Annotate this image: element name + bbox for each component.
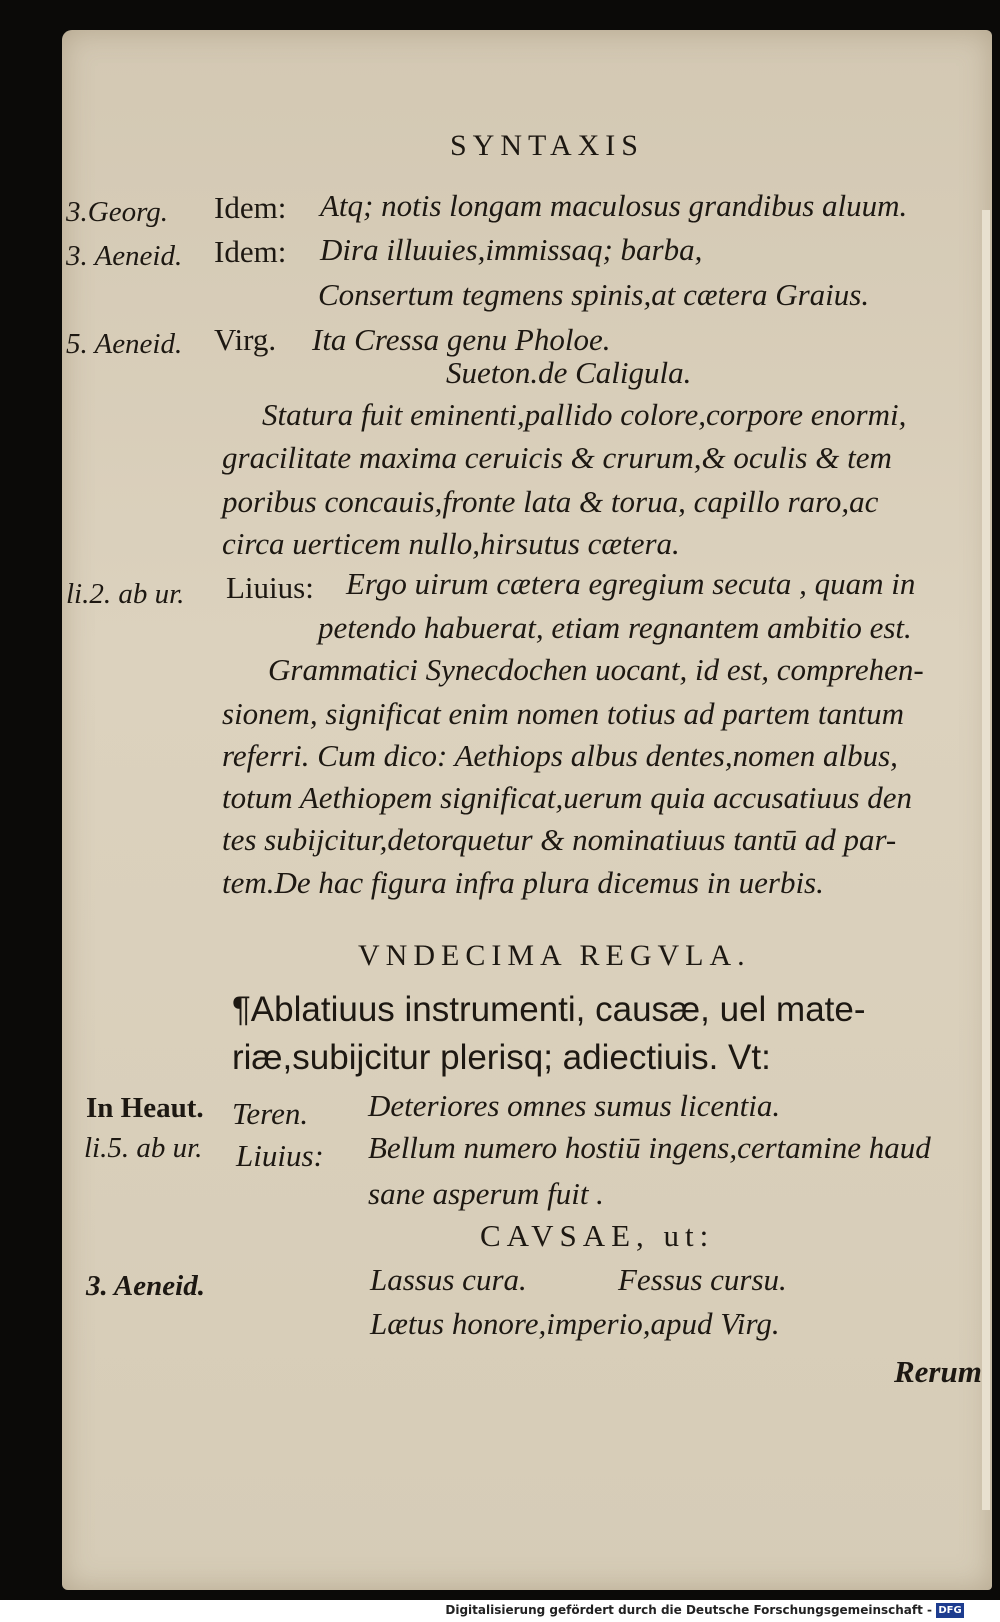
text-line: Lassus cura. — [370, 1262, 527, 1297]
text-line: circa uerticem nullo,hirsutus cætera. — [222, 526, 680, 561]
speaker-label: Teren. — [232, 1096, 309, 1131]
speaker-label: Idem: — [214, 190, 287, 225]
text-line: tem.De hac figura infra plura dicemus in uerbis. — [222, 865, 824, 900]
rule-text-line: ¶Ablatiuus instrumenti, causæ, uel mate- — [232, 990, 866, 1029]
causae-heading: CAVSAE, ut: — [480, 1218, 715, 1253]
text-line: gracilitate maxima ceruicis & crurum,& oculis & tem — [222, 440, 892, 475]
digitization-footer — [0, 1600, 1000, 1622]
text-line: sane asperum fuit . — [368, 1176, 604, 1211]
footer-credit: Digitalisierung gefördert durch die Deutsche Forschungsgemeinschaft - — [445, 1603, 932, 1617]
margin-note: 5. Aeneid. — [66, 328, 183, 360]
text-line: Atq; notis longam maculosus grandibus aluum. — [320, 188, 908, 223]
margin-note: In Heaut. — [86, 1092, 204, 1124]
text-line: Consertum tegmens spinis,at cætera Graius. — [318, 277, 870, 312]
text-line: Grammatici Synecdochen uocant, id est, comprehen- — [268, 652, 924, 687]
text-line: sionem, significat enim nomen totius ad partem tantum — [222, 696, 904, 731]
text-line: Lætus honore,imperio,apud Virg. — [370, 1306, 780, 1341]
rule-text-line: riæ,subijcitur plerisq; adiectiuis. Vt: — [232, 1038, 771, 1077]
margin-note: 3.Georg. — [66, 196, 169, 228]
dfg-logo: DFG — [936, 1603, 964, 1618]
text-line: Bellum numero hostiū ingens,certamine haud — [368, 1130, 931, 1165]
speaker-label: Liuius: — [226, 570, 314, 605]
text-line: Ita Cressa genu Pholoe. — [312, 322, 611, 357]
margin-note: 3. Aeneid. — [66, 240, 183, 272]
text-line: Dira illuuies,immissaq; barba, — [320, 232, 703, 267]
text-line: totum Aethiopem significat,uerum quia accusatiuus den — [222, 780, 912, 815]
margin-note: li.5. ab ur. — [84, 1132, 203, 1164]
catchword: Rerum — [894, 1354, 982, 1389]
text-line: referri. Cum dico: Aethiops albus dentes,nomen albus, — [222, 738, 898, 773]
text-line: Fessus cursu. — [618, 1262, 787, 1297]
speaker-label: Liuius: — [236, 1138, 324, 1173]
text-line: Deteriores omnes sumus licentia. — [368, 1088, 781, 1123]
running-header: SYNTAXIS — [450, 129, 644, 162]
text-line: Statura fuit eminenti,pallido colore,corpore enormi, — [262, 397, 907, 432]
text-line: Ergo uirum cætera egregium secuta , quam in — [346, 566, 916, 601]
margin-note: 3. Aeneid. — [86, 1270, 205, 1302]
text-line: poribus concauis,fronte lata & torua, capillo raro,ac — [222, 484, 879, 519]
speaker-label: Idem: — [214, 234, 287, 269]
text-line: petendo habuerat, etiam regnantem ambitio est. — [318, 610, 912, 645]
speaker-label: Virg. — [214, 322, 277, 357]
rule-heading: VNDECIMA REGVLA. — [358, 939, 751, 972]
source-heading: Sueton.de Caligula. — [446, 355, 692, 390]
page-edge — [982, 210, 990, 1510]
margin-note: li.2. ab ur. — [66, 578, 185, 610]
text-line: tes subijcitur,detorquetur & nominatiuus tantū ad par- — [222, 822, 897, 857]
